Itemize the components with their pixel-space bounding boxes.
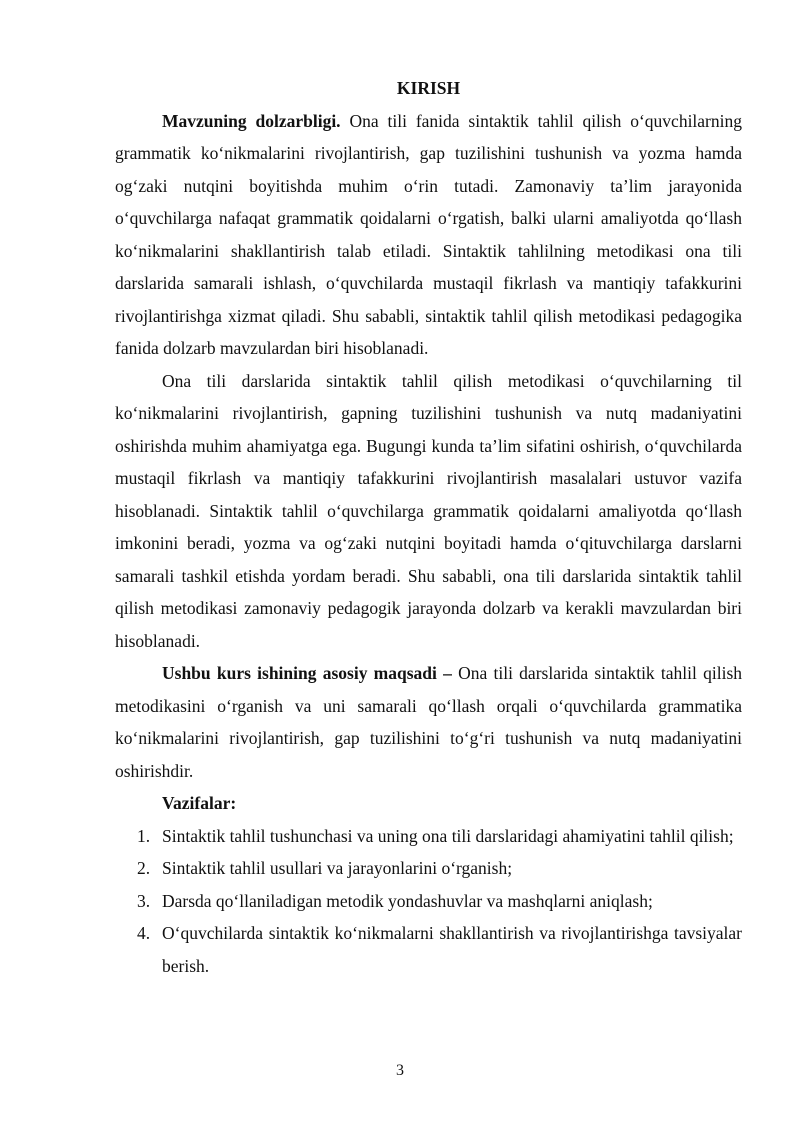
- list-item: [115, 820, 742, 853]
- paragraph-lead-relevance: Mavzuning dolzarbligi.: [162, 110, 341, 131]
- paragraph-text-relevance: Ona tili fanida sintaktik tahlil qilish o‘quvchilarning grammatik ko‘nikmalarini rivojlantirish, gap tuzilishini tushunish va yozma hamda og‘zaki nutqini boyitishda muhim o‘rin tutadi. Zamonaviy ta’lim jarayonida o‘quvchilarga nafaqat grammatik qoidalarni o‘rgatish, balki ularni amaliyotda qo‘llash ko‘nikmalarini shakllantirish talab etiladi. Sintaktik tahlilning metodikasi ona tili darslarida samarali ishlash, o‘quvchilarda mustaqil fikrlash va mantiqiy tafakkurini rivojlantirishga xizmat qiladi. Shu sababli, sintaktik tahlil qilish metodikasi pedagogika fanida dolzarb mavzulardan biri hisoblanadi.: [115, 110, 742, 358]
- list-item-text: O‘quvchilarda sintaktik ko‘nikmalarni shakllantirish va rivojlantirishga tavsiyalar berish.: [162, 923, 742, 976]
- paragraph-text-goal: Ona tili darslarida sintaktik tahlil qilish metodikasini o‘rganish va uni samarali qo‘llash orqali o‘quvchilarda grammatika ko‘nikmalarini rivojlantirish, gap tuzilishini to‘g‘ri tushunish va nutq madaniyatini oshirishdir.: [115, 663, 743, 781]
- list-item-number: 4.: [137, 923, 151, 943]
- page-title: KIRISH: [396, 78, 461, 98]
- tasks-list: [115, 820, 742, 983]
- tasks-heading: Vazifalar:: [162, 793, 237, 813]
- list-item-text: Sintaktik tahlil tushunchasi va uning ona tili darslaridagi ahamiyatini tahlil qilish;: [162, 825, 734, 846]
- list-item: [115, 885, 742, 918]
- list-item-text: Darsda qo‘llaniladigan metodik yondashuvlar va mashqlarni aniqlash;: [162, 890, 653, 911]
- list-item-text: Sintaktik tahlil usullari va jarayonlarini o‘rganish;: [162, 858, 513, 878]
- list-item: [115, 917, 742, 982]
- list-item: [115, 852, 742, 885]
- list-item-number: 2.: [137, 858, 151, 878]
- paragraph-relevance: [115, 105, 742, 365]
- document-page: [115, 72, 742, 982]
- page-number: 3: [396, 1062, 404, 1079]
- list-item-number: 1.: [137, 825, 151, 846]
- paragraph-methodology: Ona tili darslarida sintaktik tahlil qilish metodikasi o‘quvchilarning til ko‘nikmalarini rivojlantirish, gapning tuzilishini tushunish va nutq madaniyatini oshirishda muhim ahamiyatga ega. Bugungi kunda ta’lim sifatini oshirish, o‘quvchilarda mustaqil fikrlash va mantiqiy tafakkurini rivojlantirish masalalari ustuvor vazifa hisoblanadi. Sintaktik tahlil o‘quvchilarga grammatik qoidalarni amaliyotda qo‘llash imkonini beradi, yozma va og‘zaki nutqini boyitadi hamda o‘qituvchilarga darslarni samarali tashkil etishda yordam beradi. Shu sababli, ona tili darslarida sintaktik tahlil qilish metodikasi zamonaviy pedagogik jarayonda dolzarb va kerakli mavzulardan biri hisoblanadi.: [115, 370, 742, 651]
- paragraph-lead-goal: Ushbu kurs ishining asosiy maqsadi –: [162, 663, 452, 683]
- list-item-number: 3.: [137, 890, 151, 911]
- paragraph-goal: [115, 657, 742, 787]
